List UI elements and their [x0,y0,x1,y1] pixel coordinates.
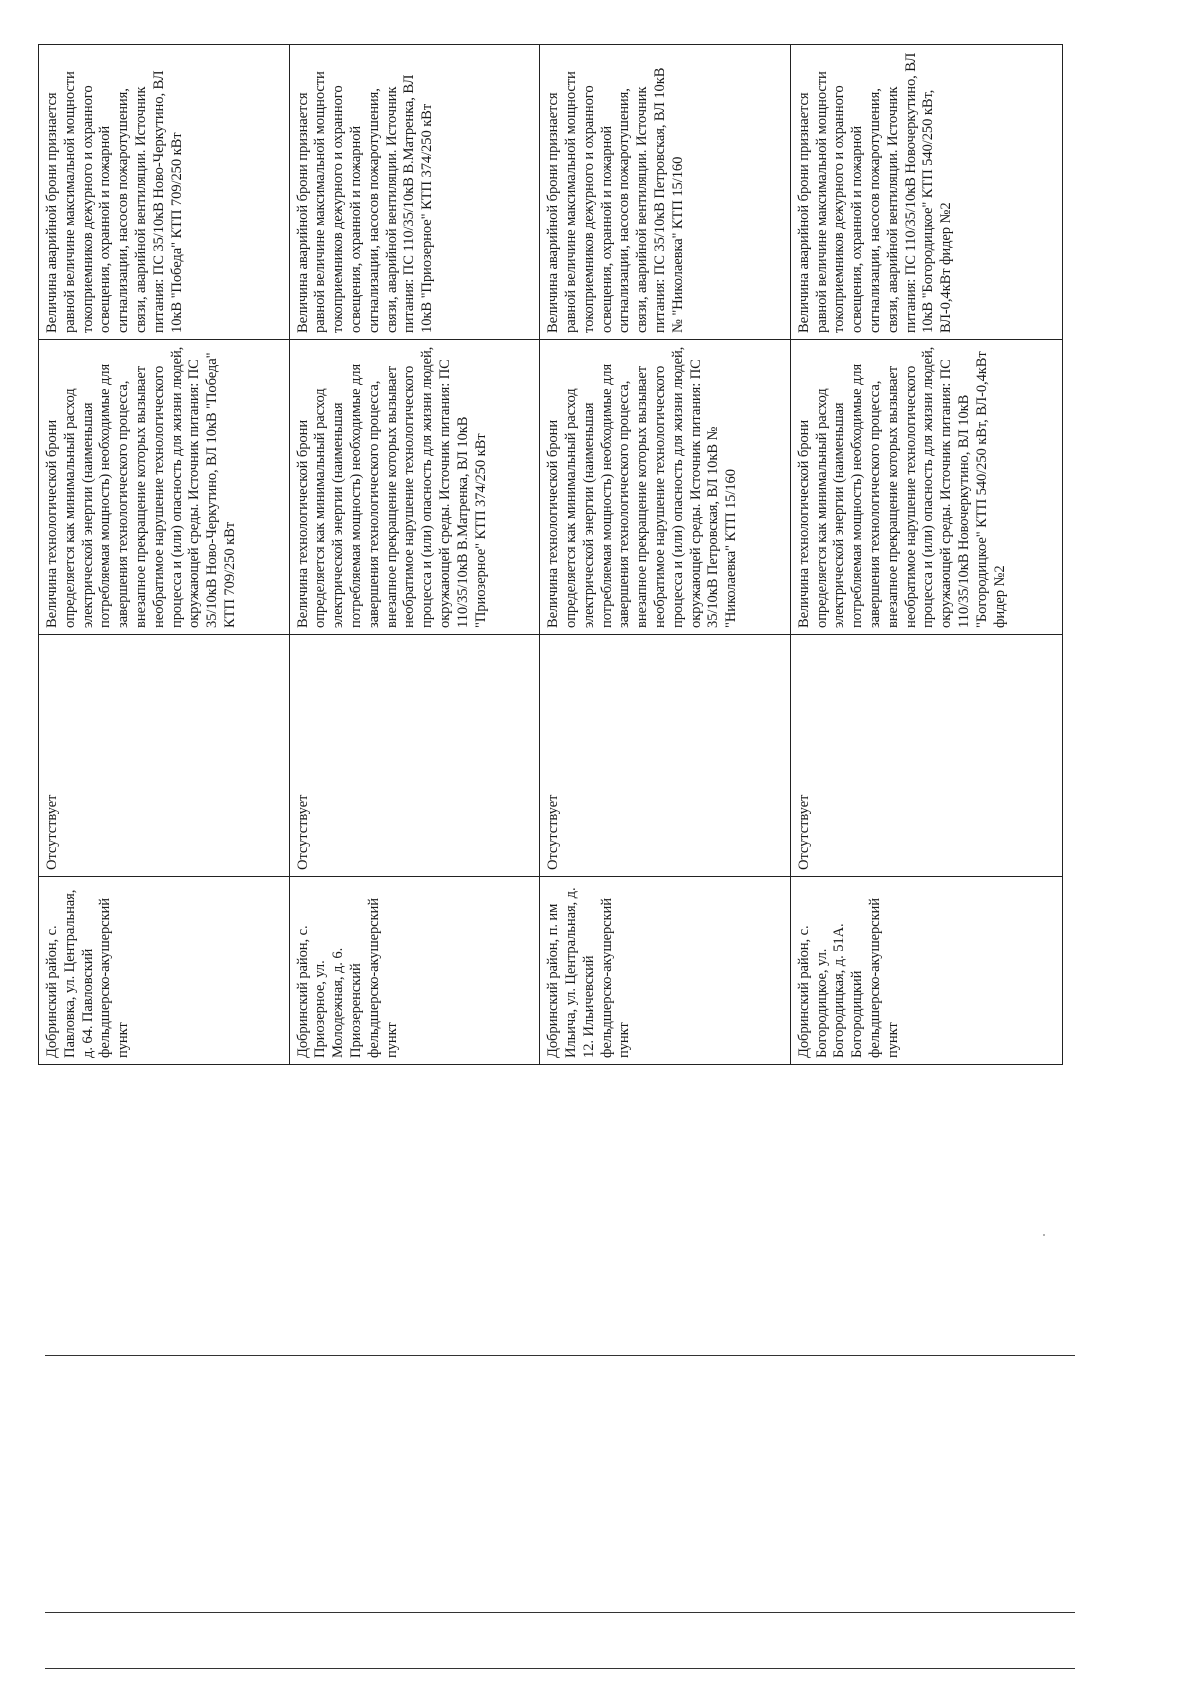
emergency-reserve-cell: Величина аварийной брони признается равной величине максимальной мощности токоприемников дежурного и охранного освещения, охранной и пожарной сигнализации, насосов пожаротушения, связи, аварийной вентиляции. Источник питания: ПС 35/10кВ Петровская, ВЛ 10кВ № "Николаевка" КТП 15/160 [540,45,791,340]
rotated-table-inner [38,45,1063,1065]
emergency-reserve-cell: Величина аварийной брони признается равной величине максимальной мощности токоприемников дежурного и охранного освещения, охранной и пожарной сигнализации, насосов пожаротушения, связи, аварийной вентиляции. Источник питания: ПС 35/10кВ Ново-Черкутино, ВЛ 10кВ "Победа" КТП 709/250 кВт [39,45,290,340]
address-cell: Добринский район, с. Павловка, ул. Центральная, д. 64. Павловский фельдшерско-акушерский пункт [39,877,290,1065]
status-cell: Отсутствует [540,635,791,877]
tech-reserve-cell: Величина технологической брони определяется как минимальный расход электрической энергии (наименьшая потребляемая мощность) необходимые для завершения технологического процесса, внезапное прекращение которых вызывает необратимое нарушение технологического процесса и (или) опасность для жизни людей, окружающей среды. Источник питания: ПС 110/35/10кВ Новочеркутино, ВЛ 10кВ "Богородицкое" КТП 540/250 кВт, ВЛ-0,4кВт фидер №2 [790,340,1062,635]
blank-line-divider [45,1668,1075,1669]
address-cell: Добринский район, с. Богородицкое, ул. Богородицкая, д. 51А. Богородицкий фельдшерско-акушерский пункт [790,877,1062,1065]
blank-line-divider [45,1612,1075,1613]
table-row [289,45,540,1065]
tech-reserve-cell: Величина технологической брони определяется как минимальный расход электрической энергии (наименьшая потребляемая мощность) необходимые для завершения технологического процесса, внезапное прекращение которых вызывает необратимое нарушение технологического процесса и (или) опасность для жизни людей, окружающей среды. Источник питания: ПС 35/10кВ Петровская, ВЛ 10кВ № "Николаевка" КТП 15/160 [540,340,791,635]
table-row [540,45,791,1065]
tech-reserve-cell: Величина технологической брони определяется как минимальный расход электрической энергии (наименьшая потребляемая мощность) необходимые для завершения технологического процесса, внезапное прекращение которых вызывает необратимое нарушение технологического процесса и (или) опасность для жизни людей, окружающей среды. Источник питания: ПС 110/35/10кВ В.Матренка, ВЛ 10кВ "Приозерное" КТП 374/250 кВт [289,340,540,635]
status-cell: Отсутствует [289,635,540,877]
blank-line-divider [45,1355,1075,1356]
scan-speck [1043,1234,1045,1236]
table-row [39,45,290,1065]
power-reserve-table [38,44,1063,1065]
rotated-table-wrapper [38,45,1058,1070]
emergency-reserve-cell: Величина аварийной брони признается равной величине максимальной мощности токоприемников дежурного и охранного освещения, охранной и пожарной сигнализации, насосов пожаротушения, связи, аварийной вентиляции. Источник питания: ПС 110/35/10кВ В.Матренка, ВЛ 10кВ "Приозерное" КТП 374/250 кВт [289,45,540,340]
tech-reserve-cell: Величина технологической брони определяется как минимальный расход электрической энергии (наименьшая потребляемая мощность) необходимые для завершения технологического процесса, внезапное прекращение которых вызывает необратимое нарушение технологического процесса и (или) опасность для жизни людей, окружающей среды. Источник питания: ПС 35/10кВ Ново-Черкутино, ВЛ 10кВ "Победа" КТП 709/250 кВт [39,340,290,635]
emergency-reserve-cell: Величина аварийной брони признается равной величине максимальной мощности токоприемников дежурного и охранного освещения, охранной и пожарной сигнализации, насосов пожаротушения, связи, аварийной вентиляции. Источник питания: ПС 110/35/10кВ Новочеркутино, ВЛ 10кВ "Богородицкое" КТП 540/250 кВт, ВЛ-0,4кВт фидер №2 [790,45,1062,340]
status-cell: Отсутствует [39,635,290,877]
address-cell: Добринский район, п. им Ильича, ул. Центральная, д. 12. Ильичевский фельдшерско-акушерский пункт [540,877,791,1065]
table-row [790,45,1062,1065]
address-cell: Добринский район, с. Приозерное, ул. Молодежная, д. 6. Приозеренский фельдшерско-акушерский пункт [289,877,540,1065]
status-cell: Отсутствует [790,635,1062,877]
